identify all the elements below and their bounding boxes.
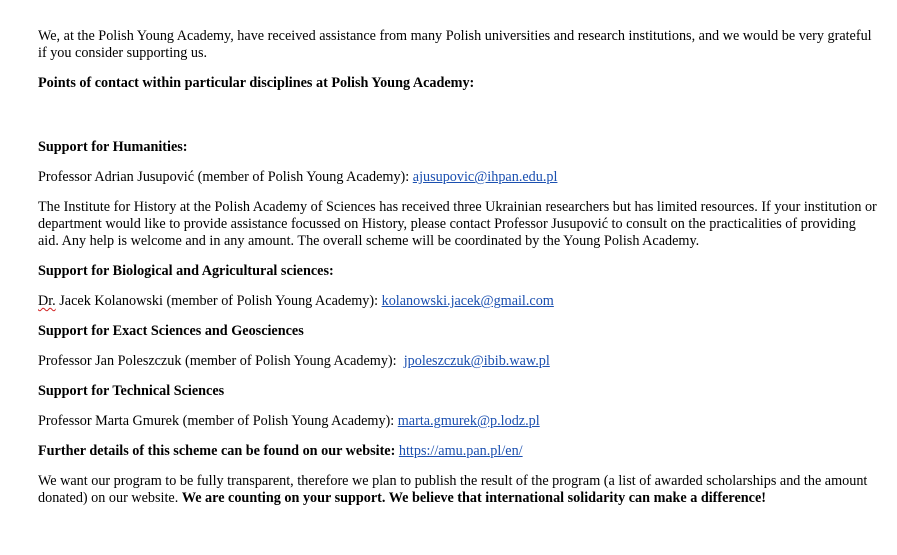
exact-heading: Support for Exact Sciences and Geosciences	[38, 323, 304, 339]
biological-heading: Support for Biological and Agricultural sciences:	[38, 263, 334, 279]
blank-line	[38, 105, 878, 139]
document-body	[38, 28, 878, 520]
intro-paragraph: We, at the Polish Young Academy, have received assistance from many Polish universities and research institutions, and we would be very grateful if you consider supporting us.	[38, 28, 872, 61]
technical-contact	[38, 413, 878, 430]
closing-paragraph	[38, 473, 878, 507]
spellcheck-flagged-word[interactable]: Dr.	[38, 293, 56, 309]
humanities-contact	[38, 169, 878, 186]
humanities-contact-text: Professor Adrian Jusupović (member of Polish Young Academy):	[38, 169, 413, 185]
technical-email-link[interactable]: marta.gmurek@p.lodz.pl	[397, 413, 540, 429]
contacts-heading: Points of contact within particular disciplines at Polish Young Academy:	[38, 75, 475, 91]
humanities-heading: Support for Humanities:	[38, 139, 188, 155]
biological-contact-text: Jacek Kolanowski (member of Polish Young Academy):	[55, 293, 382, 309]
humanities-description: The Institute for History at the Polish Academy of Sciences has received three Ukrainian researchers but has limited resources. If your institution or department would like to provide assistance focussed on History, please contact Professor Jusupović to consult on the practicalities of providing aid. Any help is welcome and in any amount. The overall scheme will be coordinated by the Young Polish Academy.	[38, 199, 877, 249]
exact-email-link[interactable]: jpoleszczuk@ibib.waw.pl	[403, 353, 550, 369]
humanities-email-link[interactable]: ajusupovic@ihpan.edu.pl	[412, 169, 558, 185]
closing-text: We want our program to be fully transparent, therefore we plan to publish the result of the program (a list of awarded scholarships and the amount donated) on our website.	[38, 473, 868, 506]
exact-contact	[38, 353, 878, 370]
website-label: Further details of this scheme can be found on our website:	[38, 443, 399, 459]
technical-heading: Support for Technical Sciences	[38, 383, 225, 399]
closing-emphasis: We are counting on your support. We believe that international solidarity can make a difference!	[181, 490, 766, 506]
exact-contact-text: Professor Jan Poleszczuk (member of Polish Young Academy):	[38, 353, 404, 369]
technical-contact-text: Professor Marta Gmurek (member of Polish Young Academy):	[38, 413, 398, 429]
website-line	[38, 443, 878, 460]
biological-email-link[interactable]: kolanowski.jacek@gmail.com	[381, 293, 554, 309]
website-link[interactable]: https://amu.pan.pl/en/	[398, 443, 523, 459]
biological-contact	[38, 293, 878, 310]
